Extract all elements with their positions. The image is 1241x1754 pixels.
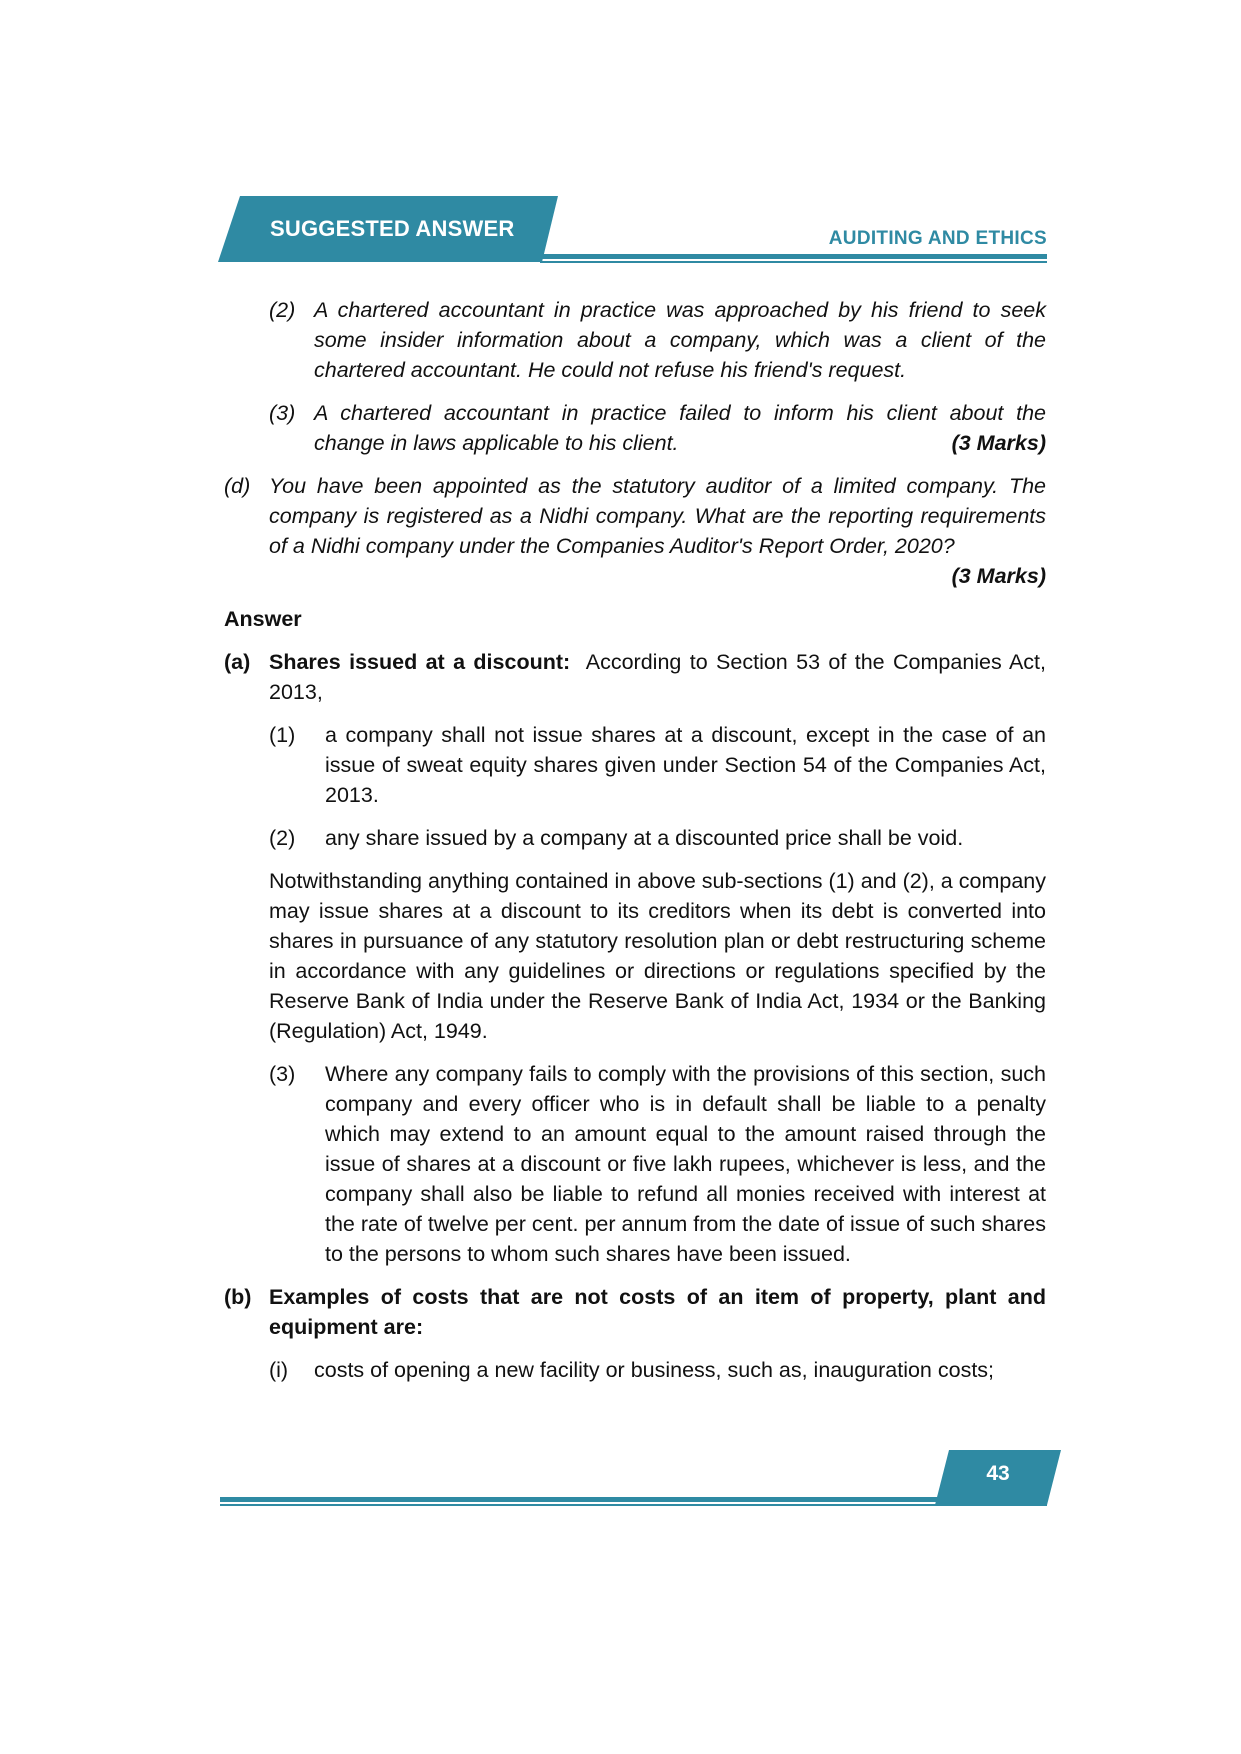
answer-a-item-text: any share issued by a company at a discounted price shall be void. bbox=[325, 826, 964, 850]
answer-b-item bbox=[269, 1355, 1046, 1385]
header-rule-thin bbox=[540, 261, 1047, 263]
answer-a-item bbox=[269, 720, 1046, 810]
question-marks: (3 Marks) bbox=[951, 431, 1046, 455]
answer-b-item-label: (i) bbox=[269, 1358, 289, 1382]
answer-a-item-text: Where any company fails to comply with the provisions of this section, such company and every officer who is in default shall be liable to a penalty which may extend to an amount equal to the amount raised through the issue of shares at a discount or five lakh rupees, whichever is less, and the company shall also be liable to refund all monies received with interest at the rate of twelve per cent. per annum from the date of issue of such shares to the persons to whom such shares have been issued. bbox=[325, 1062, 1046, 1266]
question-d bbox=[224, 471, 1046, 591]
question-item-text: A chartered accountant in practice was approached by his friend to seek some insider information about a company, which was a client of the chartered accountant. He could not refuse his friend's request. bbox=[314, 298, 1046, 382]
answer-heading: Answer bbox=[224, 607, 302, 631]
answer-a-body bbox=[269, 647, 1046, 707]
answer-a-item-text: a company shall not issue shares at a discount, except in the case of an issue of sweat equity shares given under Section 54 of the Companies Act, 2013. bbox=[325, 723, 1046, 807]
question-item-label: (3) bbox=[269, 401, 296, 425]
header-subject-title: AUDITING AND ETHICS bbox=[828, 228, 1047, 249]
answer-a-intro: According to Section 53 of the Companies Act, 2013, bbox=[269, 650, 1046, 704]
answer-b bbox=[224, 1282, 1046, 1342]
page-number: 43 bbox=[986, 1462, 1010, 1485]
question-d-marks: (3 Marks) bbox=[951, 564, 1046, 588]
answer-b-item-text: costs of opening a new facility or business, such as, inauguration costs; bbox=[314, 1358, 995, 1382]
answer-b-label: (b) bbox=[224, 1285, 252, 1309]
answer-a-title: Shares issued at a discount: bbox=[269, 650, 571, 674]
answer-a bbox=[224, 647, 1046, 707]
answer-a-item bbox=[269, 823, 1046, 853]
header-rule-thick bbox=[540, 254, 1047, 259]
header-section-title: SUGGESTED ANSWER bbox=[270, 216, 515, 241]
answer-a-note: Notwithstanding anything contained in above sub-sections (1) and (2), a company may issue shares at a discount to its creditors when its debt is converted into shares in pursuance of any statutory resolution plan or debt restructuring scheme in accordance with any guidelines or directions or regulations specified by the Reserve Bank of India under the Reserve Bank of India Act, 1934 or the Banking (Regulation) Act, 1949. bbox=[269, 869, 1046, 1043]
answer-a-item-label: (1) bbox=[269, 723, 296, 747]
answer-a-item bbox=[269, 1059, 1046, 1269]
question-item bbox=[269, 398, 1046, 458]
question-d-text: You have been appointed as the statutory auditor of a limited company. The company is registered as a Nidhi company. What are the reporting requirements of a Nidhi company under the Companies Auditor's Report Order, 2020? bbox=[269, 474, 1046, 558]
answer-a-item-label: (3) bbox=[269, 1062, 296, 1086]
question-item-text: A chartered accountant in practice failed to inform his client about the change in laws applicable to his client. bbox=[314, 401, 1046, 455]
question-d-body bbox=[269, 471, 1046, 591]
question-item-body bbox=[314, 398, 1046, 458]
question-d-label: (d) bbox=[224, 474, 251, 498]
footer-rule-thin bbox=[220, 1504, 1047, 1506]
question-item bbox=[269, 295, 1046, 385]
footer-rule-thick bbox=[220, 1497, 1047, 1502]
question-item-label: (2) bbox=[269, 298, 296, 322]
document-body bbox=[224, 295, 1046, 1398]
answer-a-item-label: (2) bbox=[269, 826, 296, 850]
answer-a-label: (a) bbox=[224, 650, 251, 674]
answer-b-title: Examples of costs that are not costs of an item of property, plant and equipment are: bbox=[269, 1285, 1046, 1339]
